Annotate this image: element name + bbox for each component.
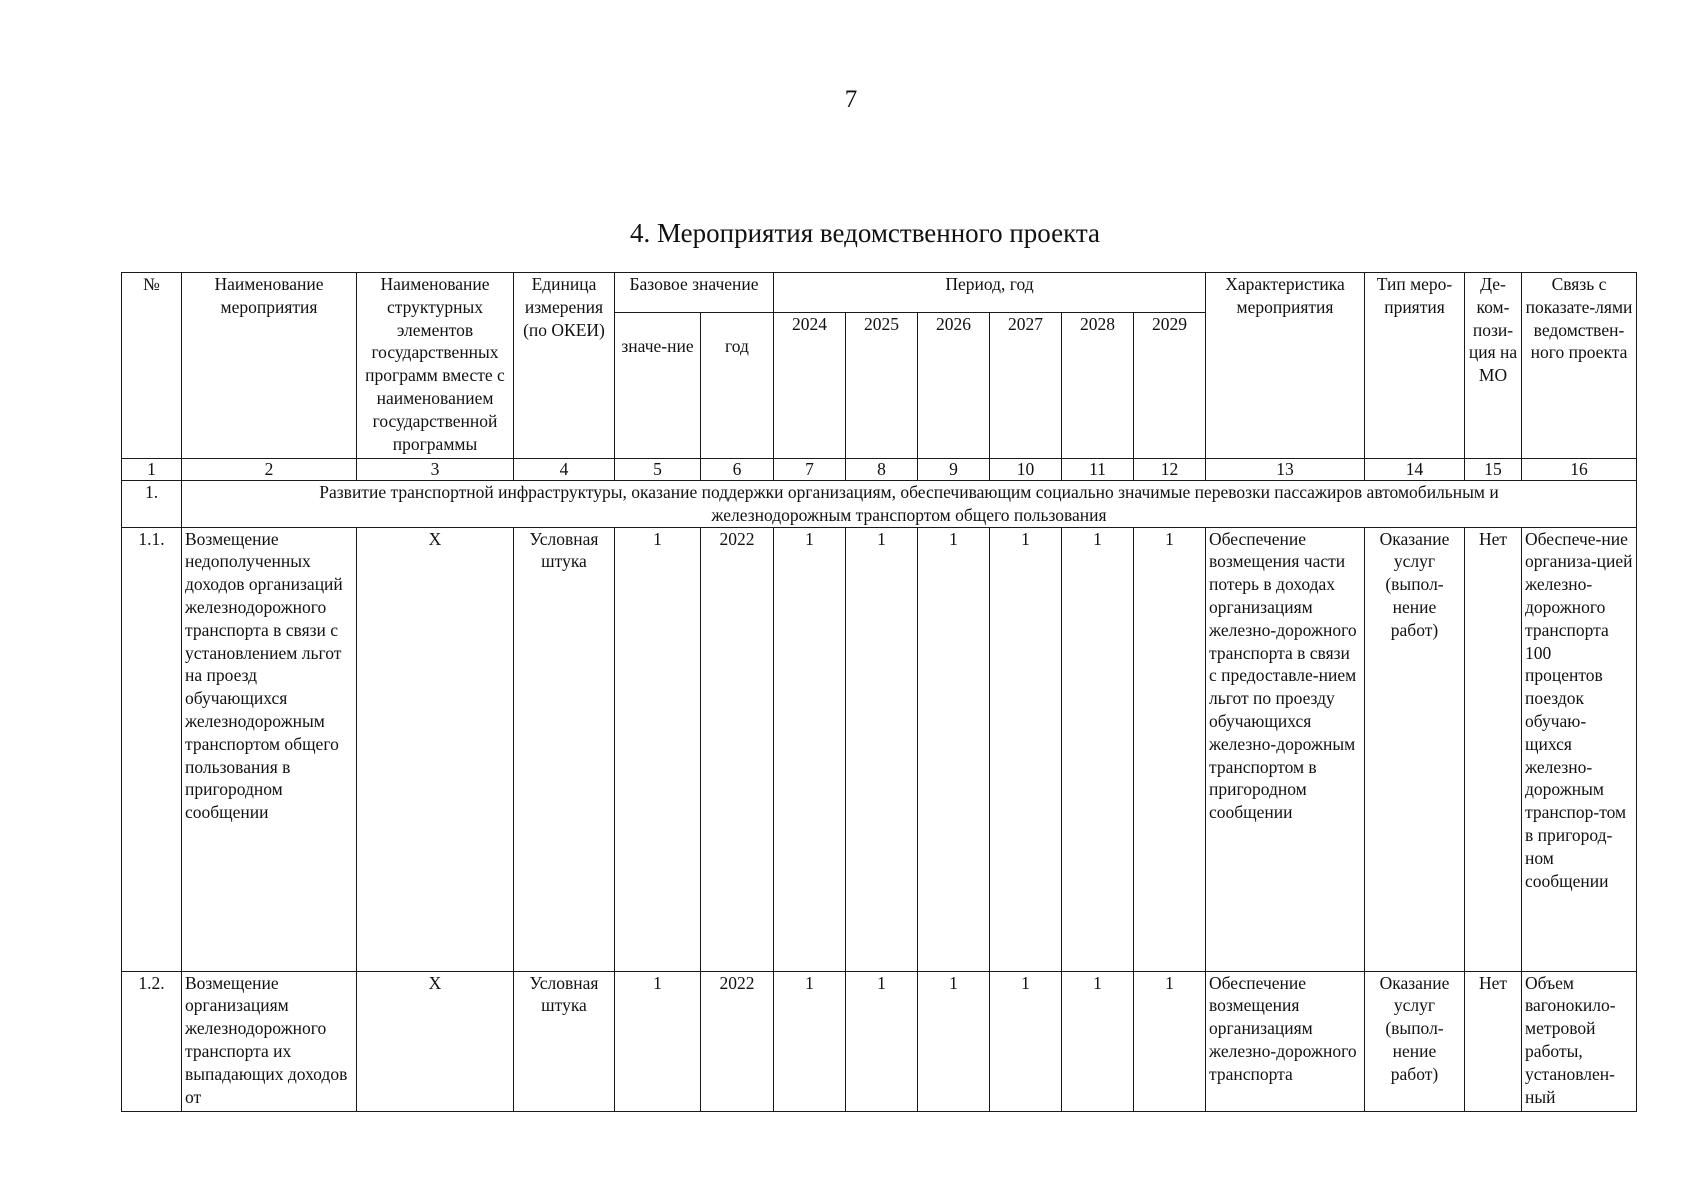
column-number: 15 (1465, 459, 1522, 481)
row-year-value: 1 (846, 971, 918, 1111)
header-year: 2029 (1134, 313, 1206, 459)
section-text: Развитие транспортной инфраструктуры, оказание поддержки организациям, обеспечивающим социально значимые перевозки пассажиров автомобильным и железнодорожным транспортом общего пользования (182, 481, 1637, 528)
table-row (122, 971, 1637, 1111)
header-name: Наименование мероприятия (182, 273, 357, 459)
column-number: 11 (1062, 459, 1134, 481)
column-number: 9 (918, 459, 990, 481)
row-type: Оказание услуг (выпол-нение работ) (1365, 971, 1465, 1111)
column-number: 8 (846, 459, 918, 481)
row-base-year: 2022 (701, 527, 774, 971)
header-base-year: год (701, 313, 774, 459)
header-base-group: Базовое значение (615, 273, 774, 313)
row-year-value: 1 (774, 971, 846, 1111)
row-structural: X (357, 527, 514, 971)
column-number: 5 (615, 459, 701, 481)
row-year-value: 1 (990, 527, 1062, 971)
row-name: Возмещение организациям железнодорожного транспорта их выпадающих доходов от (182, 971, 357, 1111)
row-characteristic: Обеспечение возмещения организациям железно-дорожного транспорта (1206, 971, 1365, 1111)
row-year-value: 1 (1062, 527, 1134, 971)
row-type: Оказание услуг (выпол-нение работ) (1365, 527, 1465, 971)
row-characteristic: Обеспечение возмещения части потерь в доходах организациям железно-дорожного транспорта в связи с предоставле-нием льгот по проезду обучающихся железно-дорожным транспортом в пригородном сообщении (1206, 527, 1365, 971)
column-number-row (122, 459, 1637, 481)
row-link: Объем вагонокило-метровой работы, установлен-ный (1522, 971, 1637, 1111)
row-year-value: 1 (1134, 527, 1206, 971)
section-title: 4. Мероприятия ведомственного проекта (630, 218, 1100, 248)
row-unit: Условная штука (514, 527, 615, 971)
section-row (122, 481, 1637, 528)
row-link: Обеспече-ние организа-цией железно-дорожного транспорта 100 процентов поездок обучаю-щихся железно-дорожным транспор-том в пригород-ном сообщении (1522, 527, 1637, 971)
column-number: 13 (1206, 459, 1365, 481)
row-unit: Условная штука (514, 971, 615, 1111)
row-structural: X (357, 971, 514, 1111)
row-year-value: 1 (918, 527, 990, 971)
column-number: 7 (774, 459, 846, 481)
row-year-value: 1 (1062, 971, 1134, 1111)
row-year-value: 1 (774, 527, 846, 971)
row-base-year: 2022 (701, 971, 774, 1111)
header-decomposition: Де-ком-пози-ция на МО (1465, 273, 1522, 459)
row-base-value: 1 (615, 527, 701, 971)
row-decomposition: Нет (1465, 527, 1522, 971)
column-number: 12 (1134, 459, 1206, 481)
header-type: Тип меро-приятия (1365, 273, 1465, 459)
column-number: 3 (357, 459, 514, 481)
column-number: 10 (990, 459, 1062, 481)
header-link: Связь с показате-лями ведомствен-ного проекта (1522, 273, 1637, 459)
column-number: 16 (1522, 459, 1637, 481)
row-name: Возмещение недополученных доходов организаций железнодорожного транспорта в связи с установлением льгот на проезд обучающихся железнодорожным транспортом общего пользования в пригородном сообщении (182, 527, 357, 971)
table-row (122, 527, 1637, 971)
row-decomposition: Нет (1465, 971, 1522, 1111)
header-year: 2027 (990, 313, 1062, 459)
section-num: 1. (122, 481, 182, 528)
column-number: 6 (701, 459, 774, 481)
header-period-group: Период, год (774, 273, 1206, 313)
header-unit: Единица измерения (по ОКЕИ) (514, 273, 615, 459)
row-num: 1.1. (122, 527, 182, 971)
header-characteristic: Характеристика мероприятия (1206, 273, 1365, 459)
row-year-value: 1 (990, 971, 1062, 1111)
header-row (122, 273, 1637, 313)
row-base-value: 1 (615, 971, 701, 1111)
header-year: 2025 (846, 313, 918, 459)
row-num: 1.2. (122, 971, 182, 1111)
header-num: № (122, 273, 182, 459)
row-year-value: 1 (1134, 971, 1206, 1111)
activities-table (121, 272, 1637, 1112)
row-year-value: 1 (918, 971, 990, 1111)
page-number: 7 (844, 86, 858, 113)
header-year: 2026 (918, 313, 990, 459)
column-number: 4 (514, 459, 615, 481)
header-structural: Наименование структурных элементов государственных программ вместе с наименованием государственной программы (357, 273, 514, 459)
header-base-value: значе-ние (615, 313, 701, 459)
column-number: 2 (182, 459, 357, 481)
row-year-value: 1 (846, 527, 918, 971)
header-year: 2028 (1062, 313, 1134, 459)
column-number: 1 (122, 459, 182, 481)
header-year: 2024 (774, 313, 846, 459)
column-number: 14 (1365, 459, 1465, 481)
